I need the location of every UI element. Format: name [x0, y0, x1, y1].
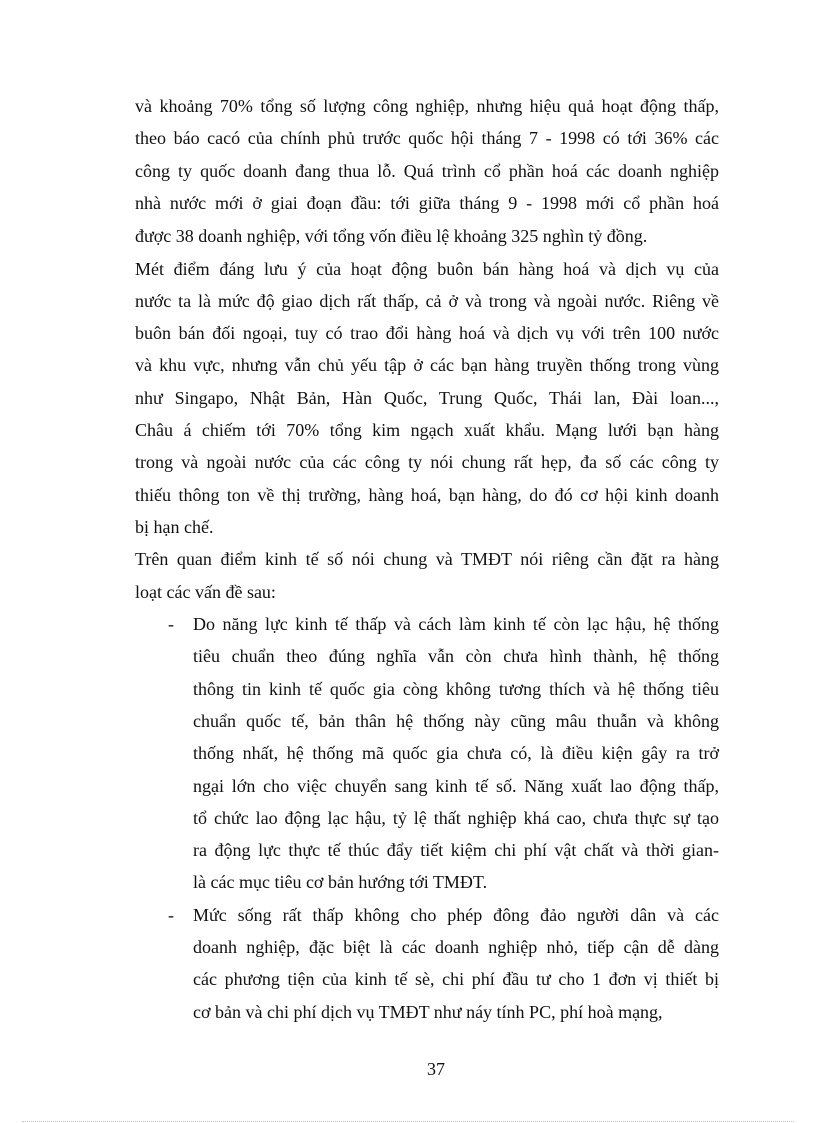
text-line: và khu vực, nhưng vẫn chủ yếu tập ở các bạn hàng truyền thống trong vùng — [135, 355, 719, 375]
text-line: bị hạn chế. — [135, 517, 214, 537]
text-line: thiếu thông ton về thị trường, hàng hoá, bạn hàng, do đó cơ hội kinh doanh — [135, 485, 719, 505]
page-bottom-divider — [22, 1121, 794, 1122]
text-line: Mức sống rất thấp không cho phép đông đảo người dân và các — [193, 905, 719, 925]
text-line: trong và ngoài nước của các công ty nói chung rất hẹp, đa số các công ty — [135, 452, 719, 472]
text-line: tiêu chuẩn theo đúng nghĩa vẫn còn chưa hình thành, hệ thống — [193, 646, 719, 666]
text-line: thông tin kinh tế quốc gia còng không tương thích và hệ thống tiêu — [193, 679, 719, 699]
text-line: công ty quốc doanh đang thua lỗ. Quá trình cổ phần hoá các doanh nghiệp — [135, 161, 719, 181]
text-line: Châu á chiếm tới 70% tổng kim ngạch xuất khẩu. Mạng lưới bạn hàng — [135, 420, 719, 440]
text-line: Mét điểm đáng lưu ý của hoạt động buôn bán hàng hoá và dịch vụ của — [135, 259, 719, 279]
text-line: chuẩn quốc tế, bản thân hệ thống này cũng mâu thuẫn và không — [193, 711, 719, 731]
text-line: các phương tiện của kinh tế sè, chi phí đầu tư cho 1 đơn vị thiết bị — [193, 969, 719, 989]
text-line: loạt các vấn đề sau: — [135, 582, 276, 602]
text-line: nhà nước mới ở giai đoạn đầu: tới giữa tháng 9 - 1998 mới cổ phần hoá — [135, 193, 719, 213]
page-number: 37 — [427, 1059, 445, 1079]
text-line: nước ta là mức độ giao dịch rất thấp, cả ở và trong và ngoài nước. Riêng về — [135, 291, 719, 311]
text-line: Trên quan điểm kinh tế số nói chung và TMĐT nói riêng cần đặt ra hàng — [135, 549, 719, 569]
text-line: cơ bản và chi phí dịch vụ TMĐT như náy tính PC, phí hoà mạng, — [193, 1002, 663, 1022]
text-line: ngại lớn cho việc chuyển sang kinh tế số. Năng xuất lao động thấp, — [193, 776, 719, 796]
bullet-dash: - — [168, 614, 174, 634]
text-line: được 38 doanh nghiệp, với tổng vốn điều lệ khoảng 325 nghìn tỷ đồng. — [135, 226, 648, 246]
text-line: doanh nghiệp, đặc biệt là các doanh nghiệp nhỏ, tiếp cận dễ dàng — [193, 937, 719, 957]
text-line: buôn bán đối ngoại, tuy có trao đổi hàng hoá và dịch vụ với trên 100 nước — [135, 323, 719, 343]
text-line: theo báo cacó của chính phủ trước quốc hội tháng 7 - 1998 có tới 36% các — [135, 128, 719, 148]
text-line: thống nhất, hệ thống mã quốc gia chưa có, là điều kiện gây ra trở — [193, 743, 719, 763]
text-line: như Singapo, Nhật Bản, Hàn Quốc, Trung Quốc, Thái lan, Đài loan..., — [135, 388, 719, 408]
text-line: ra động lực thực tế thúc đẩy tiết kiệm chi phí vật chất và thời gian- — [193, 840, 719, 860]
text-line: và khoảng 70% tổng số lượng công nghiệp, nhưng hiệu quả hoạt động thấp, — [135, 96, 719, 116]
text-line: tổ chức lao động lạc hậu, tỷ lệ thất nghiệp khá cao, chưa thực sự tạo — [193, 808, 719, 828]
text-line: Do năng lực kinh tế thấp và cách làm kinh tế còn lạc hậu, hệ thống — [193, 614, 719, 634]
bullet-dash: - — [168, 905, 174, 925]
text-line: là các mục tiêu cơ bản hướng tới TMĐT. — [193, 872, 488, 892]
